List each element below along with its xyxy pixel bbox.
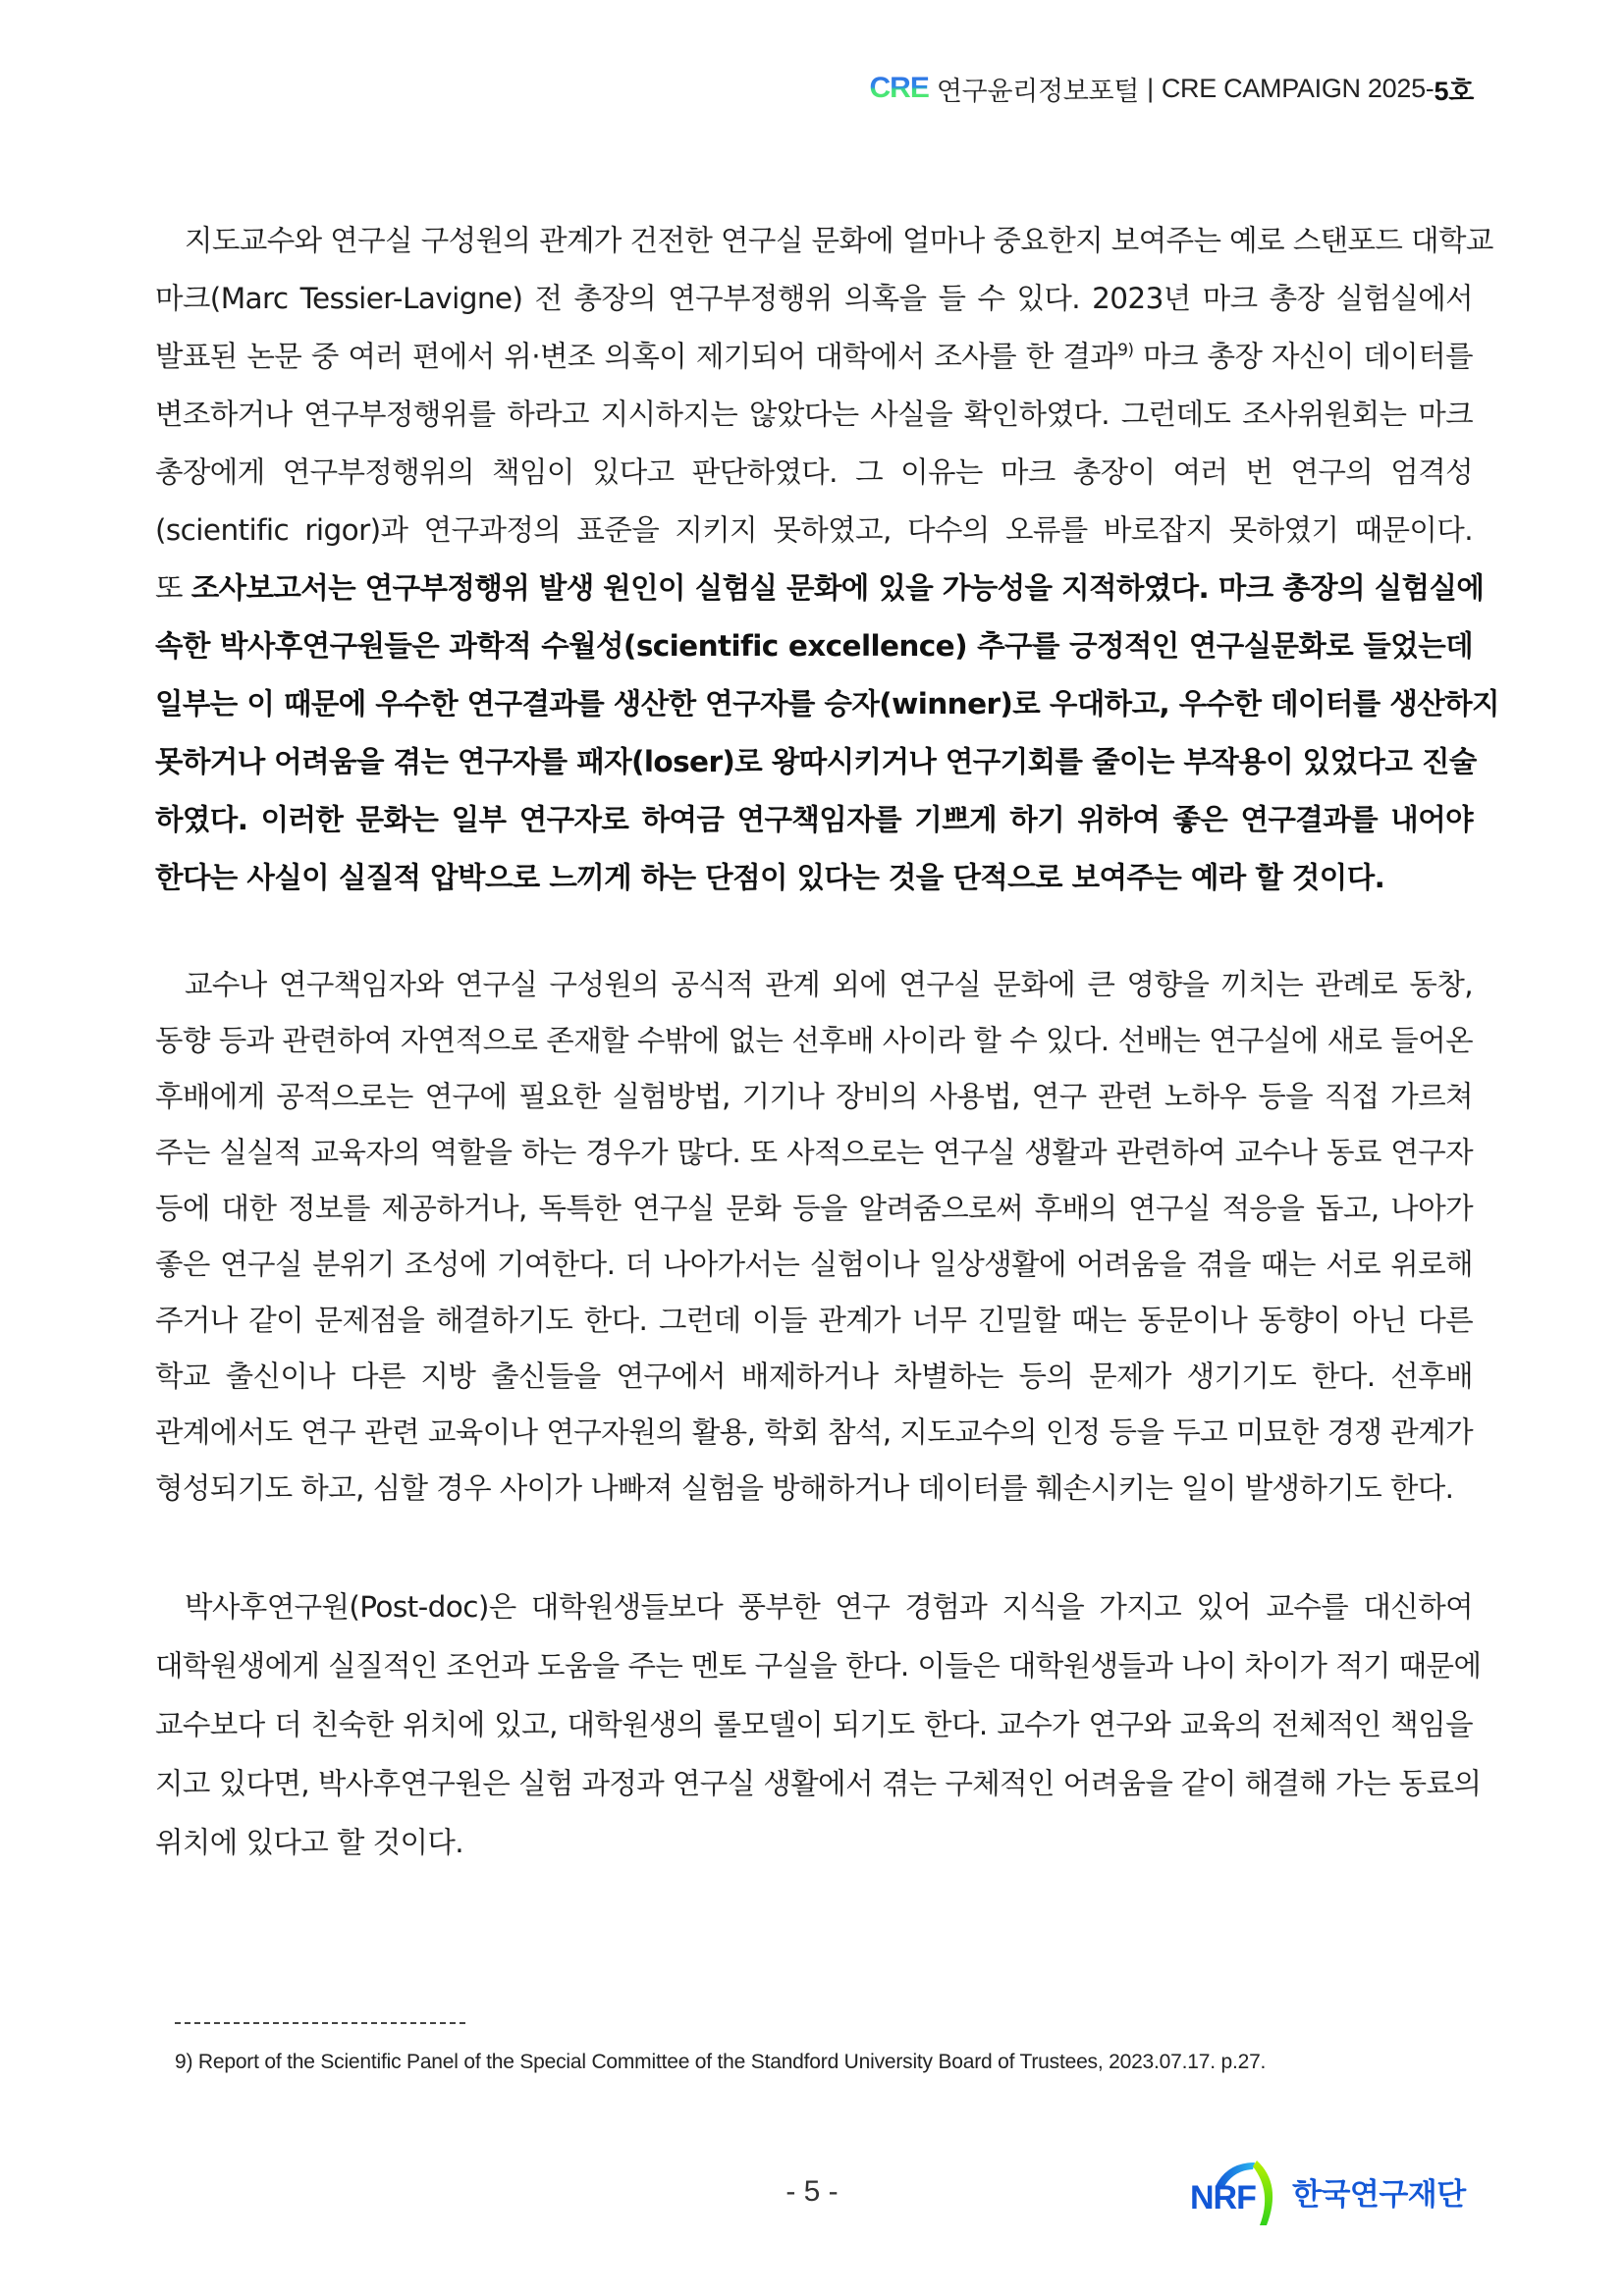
text-line: 등에 대한 정보를 제공하거나, 독특한 연구실 문화 등을 알려줌으로써 후배의 연구실 적응을 돕고, 나아가 (155, 1192, 1473, 1225)
text-line (155, 337, 1473, 376)
text-line: 형성되기도 하고, 심할 경우 사이가 나빠져 실험을 방해하거나 데이터를 훼손시키는 일이 발생하기도 한다. (155, 1471, 1454, 1505)
page-number: - 5 - (785, 2175, 839, 2208)
text-line: (scientific rigor)과 연구과정의 표준을 지키지 못하였고, 다수의 오류를 바로잡지 못하였기 때문이다. (155, 513, 1473, 547)
text-line: 학교 출신이나 다른 지방 출신들을 연구에서 배제하거나 차별하는 등의 문제가 생기기도 한다. 선후배 (155, 1360, 1473, 1393)
text-line: 지도교수와 연구실 구성원의 관계가 건전한 연구실 문화에 얼마나 중요한지 보여주는 예로 스탠포드 대학교 (185, 224, 1493, 257)
text-line: 지고 있다면, 박사후연구원은 실험 과정과 연구실 생활에서 겪는 구체적인 어려움을 같이 해결해 가는 동료의 (155, 1767, 1482, 1800)
text-line: 주는 실실적 교육자의 역할을 하는 경우가 많다. 또 사적으로는 연구실 생활과 관련하여 교수나 동료 연구자 (155, 1136, 1473, 1169)
bold-text-segment: 조사보고서는 연구부정행위 발생 원인이 실험실 문화에 있을 가능성을 지적하였다. 마크 총장의 실험실에 (190, 571, 1485, 605)
bold-text-line: 하였다. 이러한 문화는 일부 연구자로 하여금 연구책임자를 기쁘게 하기 위하여 좋은 연구결과를 내어야 (155, 803, 1473, 836)
footnote-ref[interactable]: 9) (1117, 341, 1134, 361)
text-line: 좋은 연구실 분위기 조성에 기여한다. 더 나아가서는 실험이나 일상생활에 어려움을 겪을 때는 서로 위로해 (155, 1248, 1473, 1281)
header-portal-name: 연구윤리정보포털 (936, 76, 1140, 106)
bold-text-line: 못하거나 어려움을 겪는 연구자를 패자(loser)로 왕따시키거나 연구기회를 줄이는 부작용이 있었다고 진술 (155, 745, 1477, 778)
text-segment: 또 (155, 571, 191, 605)
header-issue: 5호 (1434, 76, 1474, 106)
text-line: 동향 등과 관련하여 자연적으로 존재할 수밖에 없는 선후배 사이라 할 수 있다. 선배는 연구실에 새로 들어온 (155, 1024, 1473, 1057)
header-campaign: CRE CAMPAIGN 2025- (1161, 73, 1435, 103)
nrf-org-name: 한국연구재단 (1292, 2176, 1466, 2213)
text-line: 변조하거나 연구부정행위를 하라고 지시하지는 않았다는 사실을 확인하였다. 그런데도 조사위원회는 마크 (155, 398, 1473, 431)
footnote-text: 9) Report of the Scientific Panel of the Special Committee of the Standford University Board of Trustees, 2023.07.17. p.27. (175, 2051, 1267, 2073)
bold-text-line: 속한 박사후연구원들은 과학적 수월성(scientific excellence) 추구를 긍정적인 연구실문화로 들었는데 (155, 629, 1473, 663)
cre-logo: CRE (869, 72, 929, 104)
text-segment: 발표된 논문 중 여러 편에서 위·변조 의혹이 제기되어 대학에서 조사를 한 결과 (155, 340, 1118, 373)
bold-text-line: 한다는 사실이 실질적 압박으로 느끼게 하는 단점이 있다는 것을 단적으로 보여주는 예라 할 것이다. (155, 861, 1385, 894)
text-line: 교수나 연구책임자와 연구실 구성원의 공식적 관계 외에 연구실 문화에 큰 영향을 끼치는 관례로 동창, (185, 968, 1473, 1001)
text-line: 교수보다 더 친숙한 위치에 있고, 대학원생의 롤모델이 되기도 한다. 교수가 연구와 교육의 전체적인 책임을 (155, 1708, 1473, 1741)
footnote-divider (175, 2022, 465, 2024)
nrf-mark (1188, 2157, 1286, 2225)
text-line: 총장에게 연구부정행위의 책임이 있다고 판단하였다. 그 이유는 마크 총장이 여러 번 연구의 엄격성 (155, 455, 1473, 489)
text-line: 후배에게 공적으로는 연구에 필요한 실험방법, 기기나 장비의 사용법, 연구 관련 노하우 등을 직접 가르쳐 (155, 1080, 1473, 1113)
text-segment: 마크 총장 자신이 데이터를 (1133, 340, 1474, 373)
text-line: 대학원생에게 실질적인 조언과 도움을 주는 멘토 구실을 한다. 이들은 대학원생들과 나이 차이가 적기 때문에 (155, 1649, 1482, 1682)
header-separator: | (1147, 73, 1154, 103)
text-line: 위치에 있다고 할 것이다. (155, 1826, 464, 1859)
text-line (155, 568, 1485, 608)
nrf-logo (1188, 2152, 1466, 2230)
bold-text-line: 일부는 이 때문에 우수한 연구결과를 생산한 연구자를 승자(winner)로 우대하고, 우수한 데이터를 생산하지 (155, 687, 1499, 721)
text-line: 박사후연구원(Post-doc)은 대학원생들보다 풍부한 연구 경험과 지식을 가지고 있어 교수를 대신하여 (185, 1590, 1473, 1624)
page-header (869, 69, 1474, 108)
text-line: 관계에서도 연구 관련 교육이나 연구자원의 활용, 학회 참석, 지도교수의 인정 등을 두고 미묘한 경쟁 관계가 (155, 1415, 1473, 1449)
text-line: 마크(Marc Tessier-Lavigne) 전 총장의 연구부정행위 의혹을 들 수 있다. 2023년 마크 총장 실험실에서 (155, 282, 1473, 315)
nrf-letters: NRF (1190, 2179, 1256, 2216)
text-line: 주거나 같이 문제점을 해결하기도 한다. 그런데 이들 관계가 너무 긴밀할 때는 동문이나 동향이 아닌 다른 (155, 1304, 1473, 1337)
